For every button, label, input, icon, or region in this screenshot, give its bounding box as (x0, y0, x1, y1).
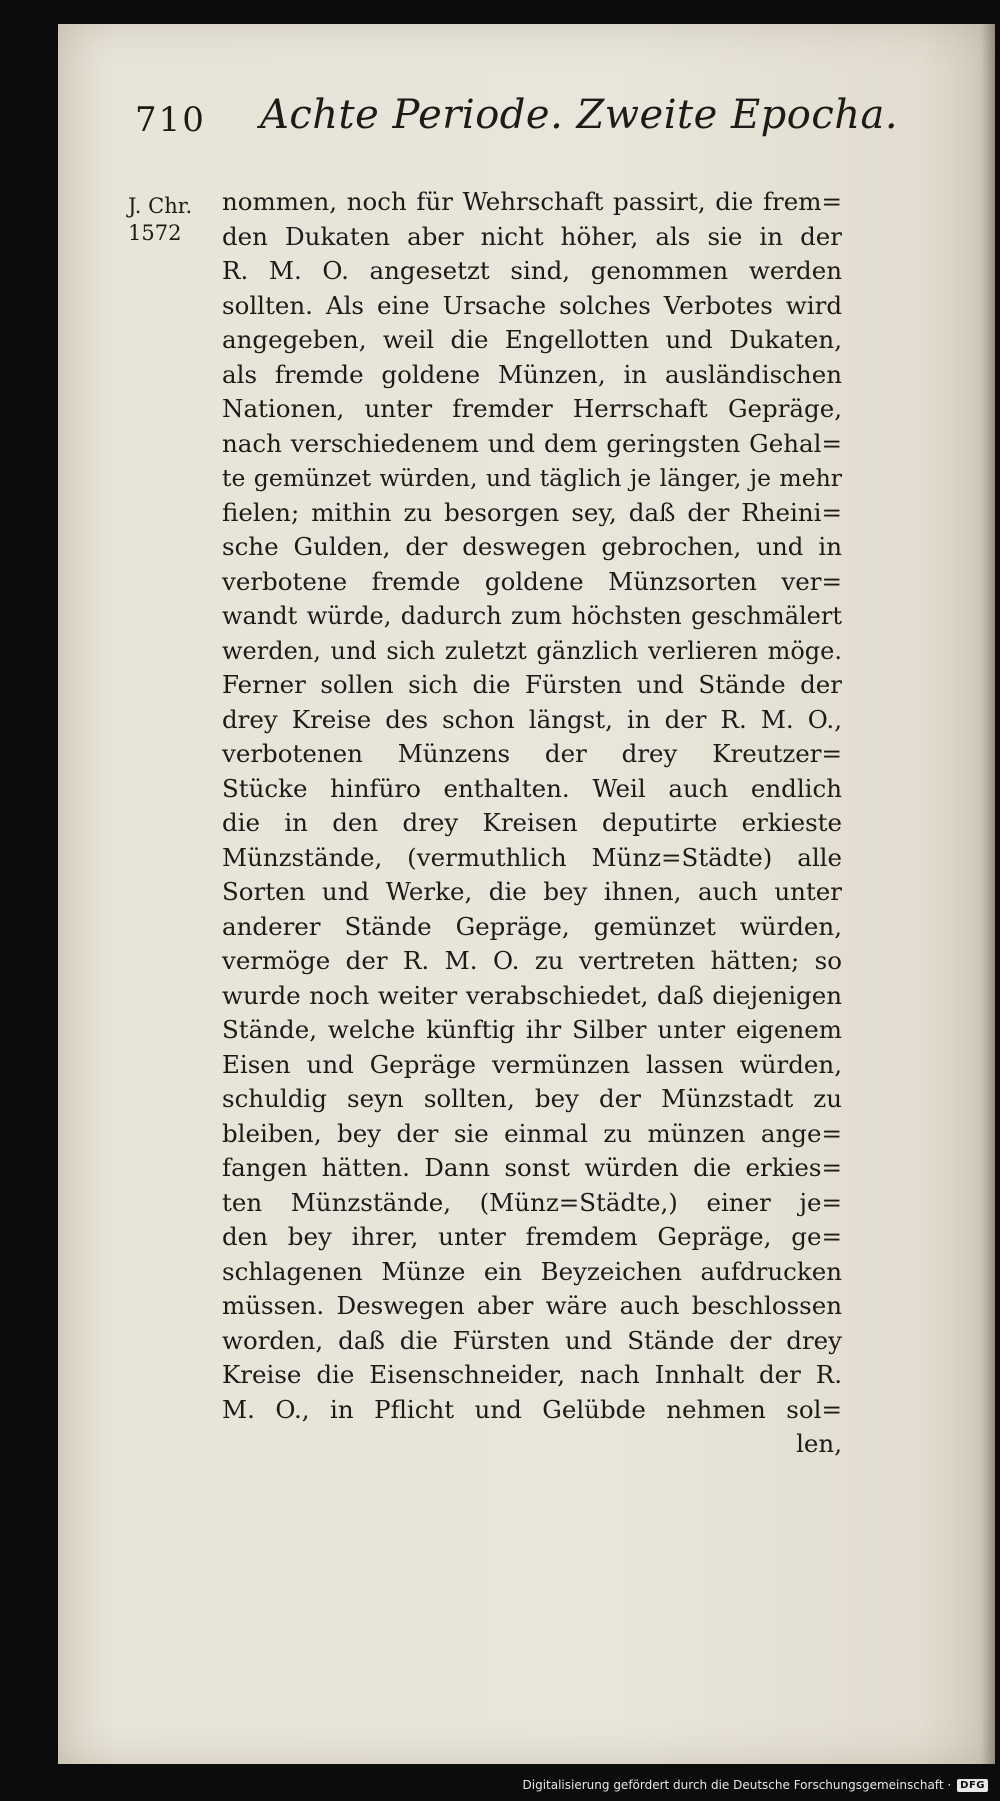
text-line: Ferner sollen sich die Fürsten und Stände der (222, 670, 842, 699)
text-line: müssen. Deswegen aber wäre auch beschlossen (222, 1291, 842, 1320)
text-line: R. M. O. angesetzt sind, genommen werden (222, 256, 842, 285)
text-line: Eisen und Gepräge vermünzen lassen würden, (222, 1049, 842, 1079)
text-line: verbotene fremde goldene Münzsorten ver= (222, 566, 842, 596)
page-header (135, 92, 899, 152)
text-line: Nationen, unter fremder Herrschaft Gepräge, (222, 394, 842, 423)
text-line: bleiben, bey der sie einmal zu münzen ange= (222, 1118, 842, 1148)
text-line: Sorten und Werke, die bey ihnen, auch unter (222, 877, 842, 906)
text-line: wurde noch weiter verabschiedet, daß diejenigen (222, 980, 842, 1010)
margin-era: J. Chr. (128, 194, 193, 218)
text-line: schuldig seyn sollten, bey der Münzstadt zu (222, 1084, 842, 1113)
text-line: den Dukaten aber nicht höher, als sie in der (222, 221, 842, 251)
text-line: nach verschiedenem und dem geringsten Gehal= (222, 428, 842, 458)
text-line: ten Münzstände, (Münz=Städte,) einer je= (222, 1187, 842, 1217)
text-line: Stände, welche künftig ihr Silber unter eigenem (222, 1015, 842, 1044)
text-line: schlagenen Münze ein Beyzeichen aufdrucken (222, 1256, 842, 1286)
margin-year: 1572 (128, 221, 182, 245)
text-line: sollten. Als eine Ursache solches Verbotes wird (222, 290, 842, 320)
text-line: als fremde goldene Münzen, in ausländischen (222, 359, 842, 389)
text-line: anderer Stände Gepräge, gemünzet würden, (222, 911, 842, 941)
text-line: fangen hätten. Dann sonst würden die erkies= (222, 1153, 842, 1182)
text-line: werden, und sich zuletzt gänzlich verlieren möge. (222, 636, 842, 665)
text-line: die in den drey Kreisen deputirte erkieste (222, 808, 842, 837)
text-line: den bey ihrer, unter fremdem Gepräge, ge= (222, 1222, 842, 1251)
margin-note (128, 193, 228, 247)
dfg-logo-icon: DFG (957, 1779, 988, 1792)
text-line: Münzstände, (vermuthlich Münz=Städte) alle (222, 842, 842, 872)
digitization-footer (523, 1775, 988, 1795)
footer-credit: Digitalisierung gefördert durch die Deutsche Forschungsgemeinschaft · (522, 1778, 952, 1792)
text-line: len, (796, 1429, 842, 1458)
page-edge-shadow (981, 24, 995, 1764)
text-line: Stücke hinfüro enthalten. Weil auch endlich (222, 773, 842, 803)
text-line: vermöge der R. M. O. zu vertreten hätten; so (222, 946, 842, 975)
text-line: te gemünzet würden, und täglich je länger, je mehr (222, 464, 842, 492)
text-line: nommen, noch für Wehrschaft passirt, die frem= (222, 187, 842, 216)
running-head: Achte Periode. Zweite Epocha. (260, 92, 899, 138)
text-line: sche Gulden, der deswegen gebrochen, und in (222, 532, 842, 561)
text-line: drey Kreise des schon längst, in der R. M. O., (222, 704, 842, 734)
text-line: wandt würde, dadurch zum höchsten geschmälert (222, 602, 842, 630)
page-number: 710 (135, 100, 206, 140)
text-line: verbotenen Münzens der drey Kreutzer= (222, 739, 842, 768)
text-line: M. O., in Pflicht und Gelübde nehmen sol= (222, 1394, 842, 1424)
text-line: angegeben, weil die Engellotten und Dukaten, (222, 325, 842, 354)
text-line: Kreise die Eisenschneider, nach Innhalt der R. (222, 1360, 842, 1389)
text-line: fielen; mithin zu besorgen sey, daß der Rheini= (222, 497, 842, 527)
body-text (222, 185, 842, 1462)
text-line: worden, daß die Fürsten und Stände der drey (222, 1325, 842, 1355)
